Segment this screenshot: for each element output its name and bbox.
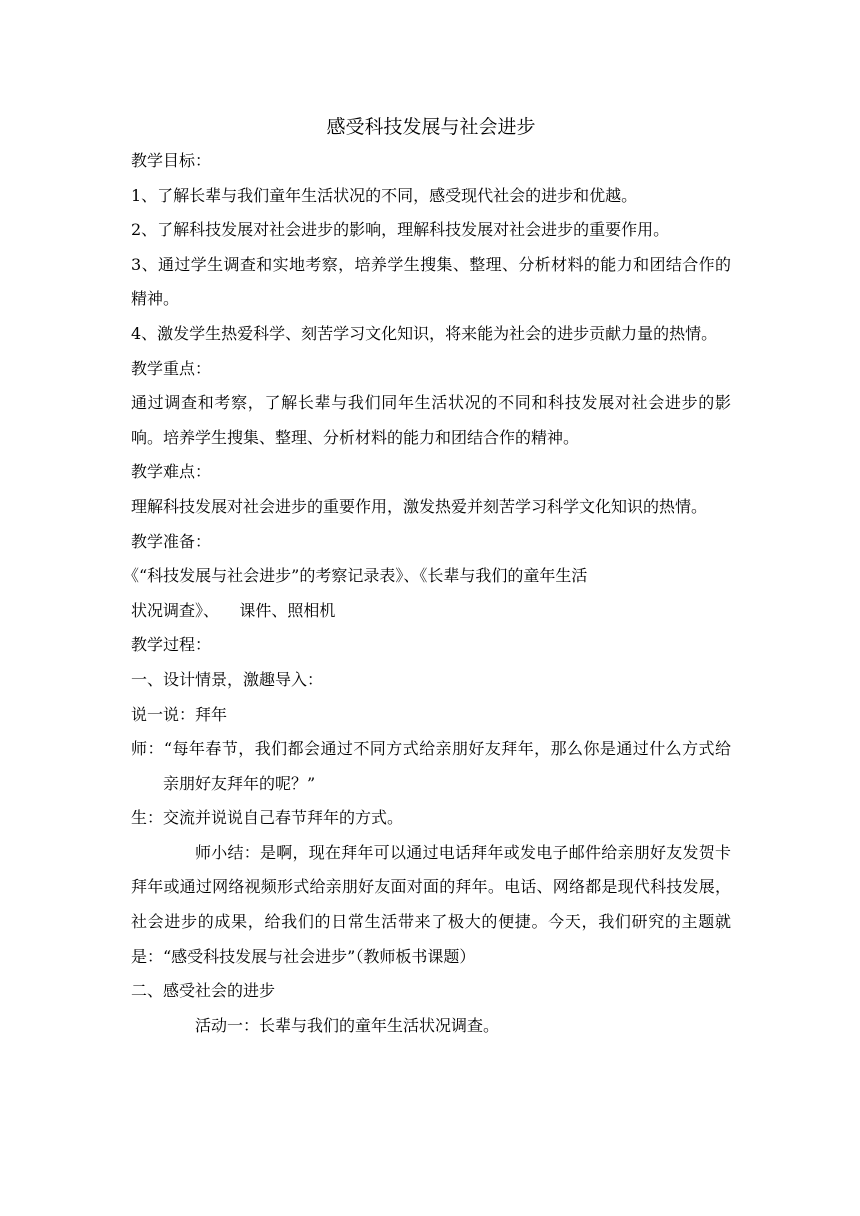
preparation-line-1: 《“科技发展与社会进步”的考察记录表》、《长辈与我们的童年生活 xyxy=(123,566,588,586)
difficulty-text: 理解科技发展对社会进步的重要作用，激发热爱并刻苦学习科学文化知识的热情。 xyxy=(131,496,708,516)
difficulty-heading: 教学难点： xyxy=(131,462,212,482)
document-page xyxy=(123,112,731,1043)
key-points-heading: 教学重点： xyxy=(131,358,212,378)
step-1-heading: 一、设计情景，激趣导入： xyxy=(131,669,324,689)
goals-heading: 教学目标： xyxy=(131,151,212,170)
step-2-heading: 二、感受社会的进步 xyxy=(131,981,276,1001)
activity-1: 活动一：长辈与我们的童年生活状况调查。 xyxy=(195,1015,500,1035)
document-title: 感受科技发展与社会进步 xyxy=(326,116,536,138)
teacher-summary: 师小结：是啊，现在拜年可以通过电话拜年或发电子邮件给亲朋好友发贺卡拜年或通过网络视频形式给亲朋好友面对面的拜年。电话、网络都是现代科技发展，社会进步的成果，给我们的日常生活带来了极大的便捷。今天，我们研究的主题就是：“感受科技发展与社会进步”（教师板书课题） xyxy=(131,842,731,966)
process-heading: 教学过程： xyxy=(131,635,212,655)
preparation-line-2: 状况调查》、 课件、照相机 xyxy=(131,600,336,620)
goal-item-2: 2、了解科技发展对社会进步的影响，理解科技发展对社会进步的重要作用。 xyxy=(131,220,670,240)
goal-item-3: 3、通过学生调查和实地考察，培养学生搜集、整理、分析材料的能力和团结合作的精神。 xyxy=(131,254,731,309)
student-answer: 生：交流并说说自己春节拜年的方式。 xyxy=(131,808,404,828)
preparation-heading: 教学准备： xyxy=(131,531,212,551)
key-points-text: 通过调查和考察，了解长辈与我们同年生活状况的不同和科技发展对社会进步的影响。培养学生搜集、整理、分析材料的能力和团结合作的精神。 xyxy=(131,393,731,447)
teacher-question: 师：“每年春节，我们都会通过不同方式给亲朋好友拜年，那么你是通过什么方式给亲朋好友拜年的呢？” xyxy=(131,739,731,793)
goal-item-1: 1、了解长辈与我们童年生活状况的不同，感受现代社会的进步和优越。 xyxy=(131,185,638,205)
say-it-line: 说一说：拜年 xyxy=(131,704,228,724)
goal-item-4: 4、激发学生热爱科学、刻苦学习文化知识，将来能为社会的进步贡献力量的热情。 xyxy=(131,323,718,343)
